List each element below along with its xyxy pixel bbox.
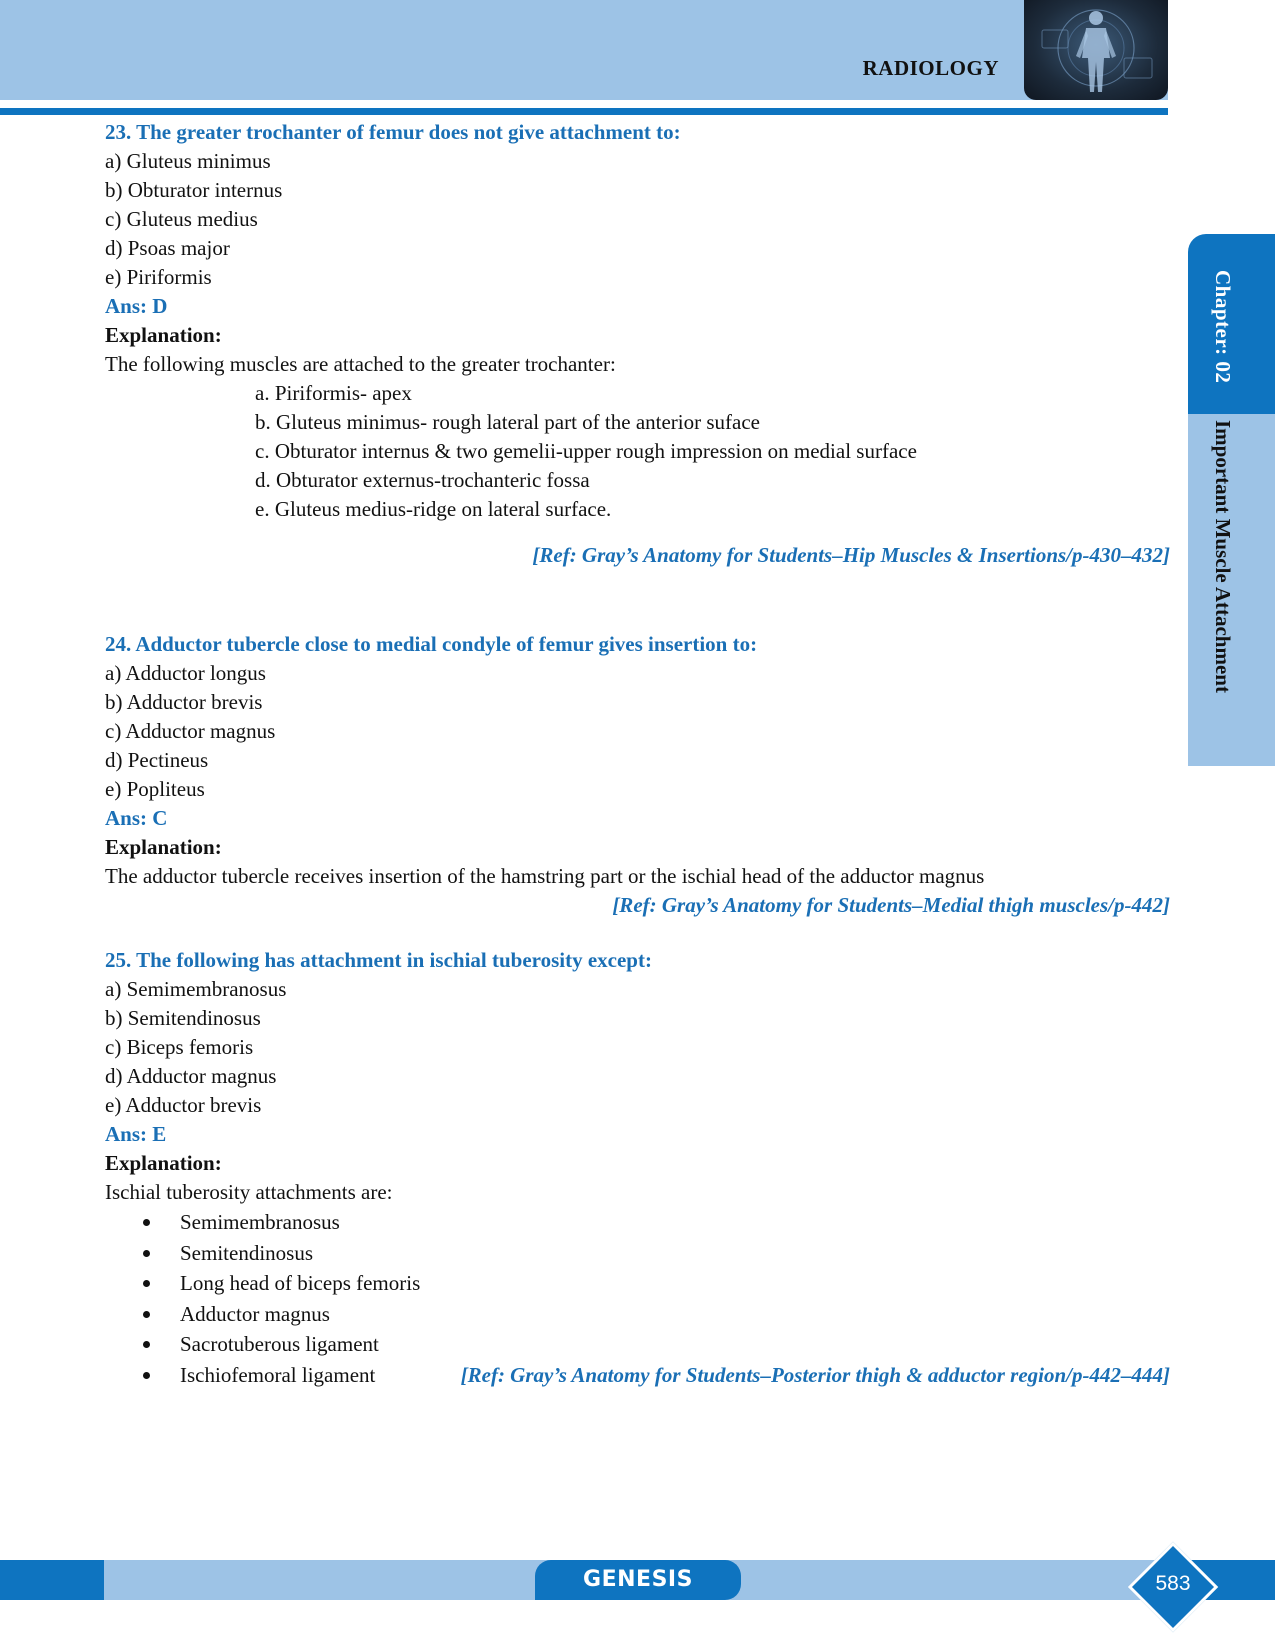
- option-item: a) Gluteus minimus: [105, 149, 271, 173]
- option-item: e) Popliteus: [105, 777, 205, 801]
- option-item: d) Pectineus: [105, 748, 209, 772]
- header-band: [0, 0, 1168, 100]
- bullet-dot-icon: [143, 1311, 150, 1318]
- bullet-text: Long head of biceps femoris: [180, 1271, 421, 1295]
- bullet-text: Ischiofemoral ligament: [180, 1362, 376, 1387]
- option-item: c) Biceps femoris: [105, 1035, 254, 1059]
- option-item: b) Adductor brevis: [105, 690, 263, 714]
- question-text: 23. The greater trochanter of femur does not give attachment to:: [105, 120, 681, 144]
- explanation-text: Ischial tuberosity attachments are:: [105, 1180, 393, 1204]
- option-item: b) Obturator internus: [105, 178, 283, 202]
- bullet-text: Sacrotuberous ligament: [180, 1332, 379, 1356]
- option-item: a) Adductor longus: [105, 661, 266, 685]
- bullet-list-container: [105, 1207, 1170, 1390]
- answer-label: Ans: C: [105, 806, 168, 830]
- bullet-item: [105, 1299, 1170, 1330]
- option-item: c) Gluteus medius: [105, 207, 258, 231]
- explanation-subitem: c. Obturator internus & two gemelii-upper rough impression on medial surface: [255, 439, 917, 463]
- bullet-text: Semitendinosus: [180, 1240, 314, 1265]
- answer-label: Ans: E: [105, 1122, 167, 1146]
- answer-label: Ans: D: [105, 294, 168, 318]
- side-tab-subject-label: Important Muscle Attachment: [1211, 420, 1235, 693]
- bullet-text: Semimembranosus: [180, 1210, 340, 1234]
- bullet-item: [105, 1268, 1170, 1299]
- option-item: d) Adductor magnus: [105, 1064, 277, 1088]
- question-text: 24. Adductor tubercle close to medial condyle of femur gives insertion to:: [105, 632, 758, 656]
- human-body-scan-icon: [1024, 0, 1168, 100]
- explanation-subitem: a. Piriformis- apex: [255, 381, 412, 405]
- bullet-dot-icon: [143, 1280, 150, 1287]
- explanation-text: The adductor tubercle receives insertion of the hamstring part or the ischial head of the adductor magnus: [105, 864, 985, 888]
- explanation-subitem: e. Gluteus medius-ridge on lateral surface.: [255, 497, 612, 521]
- bullet-text: Adductor magnus: [180, 1301, 330, 1326]
- question-block: [105, 630, 1170, 920]
- question-text: 25. The following has attachment in ischial tuberosity except:: [105, 948, 652, 972]
- explanation-title: Explanation:: [105, 1151, 222, 1175]
- side-tab-chapter-label: Chapter: 02: [1211, 270, 1235, 384]
- reference-text: [Ref: Gray’s Anatomy for Students–Medial thigh muscles/p-442]: [612, 893, 1170, 917]
- question-block: [105, 946, 1170, 1390]
- option-item: d) Psoas major: [105, 236, 230, 260]
- explanation-title: Explanation:: [105, 323, 222, 347]
- page-number: 583: [1155, 1572, 1191, 1595]
- option-item: b) Semitendinosus: [105, 1006, 261, 1030]
- bullet-item: [105, 1329, 1170, 1360]
- reference-text: [Ref: Gray’s Anatomy for Students–Hip Muscles & Insertions/p-430–432]: [532, 543, 1170, 567]
- bullet-item: [105, 1238, 1170, 1269]
- genesis-logo: GENESIS: [583, 1567, 693, 1592]
- header-rule: [0, 108, 1168, 115]
- bullet-dot-icon: [143, 1250, 150, 1257]
- bullet-item: [105, 1207, 1170, 1238]
- explanation-text: The following muscles are attached to the greater trochanter:: [105, 352, 616, 376]
- option-item: e) Adductor brevis: [105, 1093, 262, 1117]
- bullet-dot-icon: [143, 1219, 150, 1226]
- option-item: e) Piriformis: [105, 265, 212, 289]
- footer-left-block: [0, 1560, 104, 1600]
- option-item: c) Adductor magnus: [105, 719, 276, 743]
- reference-text: [Ref: Gray’s Anatomy for Students–Posterior thigh & adductor region/p-442–444]: [460, 1362, 1170, 1387]
- option-item: a) Semimembranosus: [105, 977, 287, 1001]
- explanation-subitem: b. Gluteus minimus- rough lateral part of the anterior suface: [255, 410, 761, 434]
- page-content: [105, 118, 1170, 1390]
- question-block: [105, 118, 1170, 570]
- bullet-dot-icon: [143, 1341, 150, 1348]
- bullet-dot-icon: [143, 1372, 150, 1379]
- explanation-subitem: d. Obturator externus-trochanteric fossa: [255, 468, 590, 492]
- explanation-title: Explanation:: [105, 835, 222, 859]
- header-title: RADIOLOGY: [862, 56, 999, 80]
